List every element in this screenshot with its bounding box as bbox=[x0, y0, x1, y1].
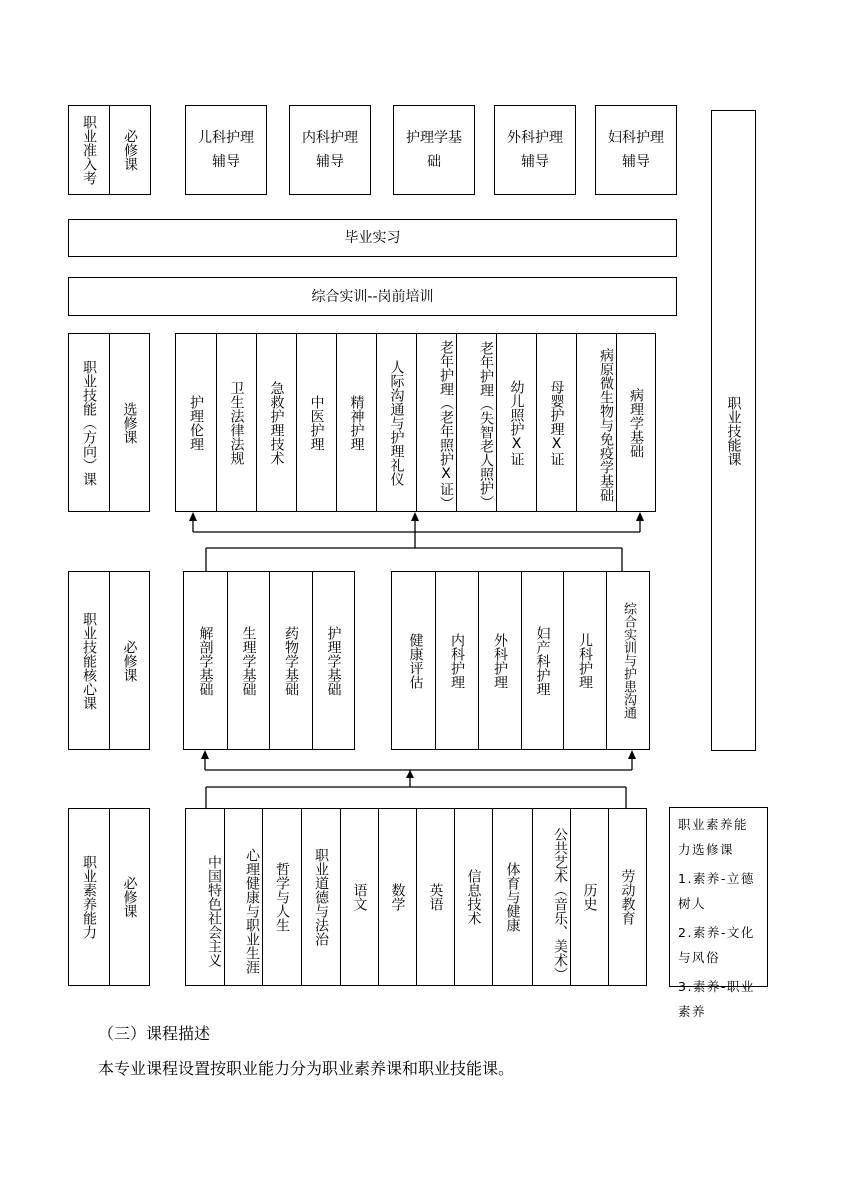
section-text: 本专业课程设置按职业能力分为职业素养课和职业技能课。 bbox=[98, 1059, 515, 1078]
core-course: 健康评估 bbox=[407, 632, 424, 689]
literacy-course: 信息技术 bbox=[454, 809, 492, 985]
literacy-course: 劳动教育 bbox=[608, 809, 646, 985]
core-course-label: 职业技能核心课 bbox=[81, 611, 97, 710]
core-course: 生理学基础 bbox=[227, 572, 269, 749]
top-course-label: 妇科护理辅导 bbox=[608, 130, 664, 170]
direction-course: 病理学基础 bbox=[616, 334, 655, 511]
core-course: 外科护理 bbox=[478, 572, 521, 749]
literacy-elective-item: 3.素养-职业素养 bbox=[678, 979, 755, 1019]
literacy-course: 公共艺术（音乐、美术） bbox=[532, 809, 570, 985]
core-course-type: 必修课 bbox=[109, 572, 149, 749]
direction-course: 卫生法律法规 bbox=[216, 334, 256, 511]
direction-course: 母婴护理X证 bbox=[536, 334, 576, 511]
section-heading: （三）课程描述 bbox=[98, 1024, 211, 1043]
core-course: 解剖学基础 bbox=[197, 625, 214, 696]
core-course: 儿科护理 bbox=[563, 572, 606, 749]
literacy-course: 体育与健康 bbox=[492, 809, 532, 985]
top-course-label: 内科护理辅导 bbox=[302, 130, 358, 170]
literacy-course: 数学 bbox=[378, 809, 416, 985]
literacy-course: 心理健康与职业生涯 bbox=[224, 809, 262, 985]
literacy-elective-title: 职业素养能力选修课 bbox=[678, 817, 749, 857]
direction-course-label: 职业技能（方向）课 bbox=[81, 359, 97, 486]
literacy-course: 历史 bbox=[570, 809, 608, 985]
entry-exam-type: 必修课 bbox=[109, 106, 150, 194]
direction-course: 急救护理技术 bbox=[256, 334, 296, 511]
comprehensive-training-label: 综合实训--岗前培训 bbox=[311, 288, 434, 305]
direction-course: 幼儿照护X证 bbox=[496, 334, 536, 511]
literacy-course: 英语 bbox=[416, 809, 454, 985]
graduation-practice-label: 毕业实习 bbox=[344, 230, 401, 246]
core-course: 综合实训与护患沟通 bbox=[606, 572, 649, 749]
entry-exam-label: 职业准入考 bbox=[81, 115, 97, 185]
direction-course: 精神护理 bbox=[336, 334, 376, 511]
literacy-course: 职业道德与法治 bbox=[301, 809, 340, 985]
top-course-label: 外科护理辅导 bbox=[507, 130, 563, 170]
core-course: 妇产科护理 bbox=[521, 572, 563, 749]
literacy-course-type: 必修课 bbox=[109, 809, 149, 985]
literacy-course: 哲学与人生 bbox=[262, 809, 301, 985]
direction-course: 护理伦理 bbox=[188, 394, 204, 451]
core-course: 内科护理 bbox=[435, 572, 478, 749]
top-course-label: 护理学基础 bbox=[406, 130, 462, 170]
literacy-elective-item: 1.素养-立德树人 bbox=[678, 871, 755, 911]
core-course: 药物学基础 bbox=[269, 572, 312, 749]
literacy-course: 语文 bbox=[340, 809, 378, 985]
literacy-course-label: 职业素养能力 bbox=[81, 855, 97, 939]
literacy-course: 中国特色社会主义 bbox=[206, 855, 222, 967]
direction-course: 中医护理 bbox=[296, 334, 336, 511]
literacy-elective-item: 2.素养-文化与风俗 bbox=[678, 925, 755, 965]
vocational-skills-label: 职业技能课 bbox=[725, 395, 742, 466]
direction-course: 人际沟通与护理礼仪 bbox=[376, 334, 416, 511]
core-course: 护理学基础 bbox=[312, 572, 354, 749]
direction-course: 老年护理（老年照护X证） bbox=[416, 334, 456, 511]
direction-course: 老年护理（失智老人照护） bbox=[456, 334, 496, 511]
top-course-label: 儿科护理辅导 bbox=[198, 130, 254, 170]
direction-course: 病原微生物与免疫学基础 bbox=[576, 334, 616, 511]
direction-course-type: 选修课 bbox=[109, 334, 149, 511]
